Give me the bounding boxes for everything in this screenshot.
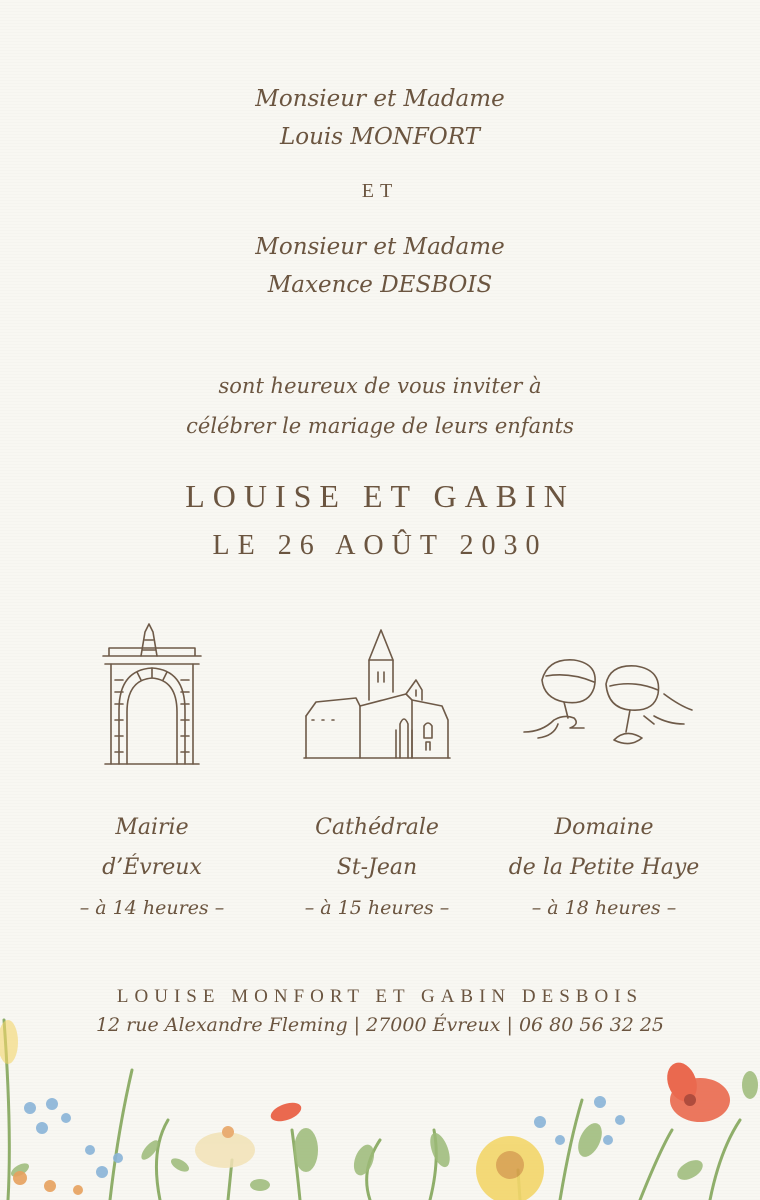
conjunction-et: ET xyxy=(361,180,399,202)
venue-cathedrale-line1: Cathédrale xyxy=(315,815,439,840)
venue-domaine-time: – à 18 heures – xyxy=(531,897,677,919)
town-hall-arch-icon xyxy=(97,620,207,770)
invitation-text xyxy=(0,366,760,446)
venue-mairie-line2: d’Évreux xyxy=(102,855,202,880)
venue-cathedrale-label xyxy=(252,808,502,888)
venue-cathedrale-time: – à 15 heures – xyxy=(304,897,450,919)
venue-cathedrale xyxy=(252,620,502,928)
venue-domaine-line1: Domaine xyxy=(554,815,654,840)
parents-1-name: Louis MONFORT xyxy=(279,124,480,150)
venues-row xyxy=(0,620,760,920)
venue-mairie-time: – à 14 heures – xyxy=(79,897,225,919)
venue-mairie-line1: Mairie xyxy=(115,815,189,840)
footer-address: 12 rue Alexandre Fleming | 27000 Évreux | 06 80 56 32 25 xyxy=(95,1014,665,1036)
invitation-line-1: sont heureux de vous inviter à xyxy=(218,374,542,398)
parents-2-name: Maxence DESBOIS xyxy=(267,272,493,298)
champagne-toast-icon xyxy=(514,620,694,770)
venue-domaine-label xyxy=(479,808,729,888)
parents-1-title: Monsieur et Madame xyxy=(255,86,505,112)
parents-2-title: Monsieur et Madame xyxy=(255,234,505,260)
parents-block-1 xyxy=(0,80,760,156)
wedding-date: LE 26 AOÛT 2030 xyxy=(212,530,548,561)
cathedral-icon xyxy=(302,620,452,770)
venue-mairie-label xyxy=(27,808,277,888)
invitation-line-2: célébrer le mariage de leurs enfants xyxy=(186,414,574,438)
venue-cathedrale-line2: St-Jean xyxy=(336,855,418,880)
venue-domaine-line2: de la Petite Haye xyxy=(508,855,700,880)
venue-mairie xyxy=(27,620,277,928)
parents-block-2 xyxy=(0,228,760,304)
footer-couple-names: LOUISE MONFORT ET GABIN DESBOIS xyxy=(116,986,644,1007)
venue-domaine xyxy=(479,620,729,928)
couple-title: LOUISE ET GABIN xyxy=(185,478,575,514)
